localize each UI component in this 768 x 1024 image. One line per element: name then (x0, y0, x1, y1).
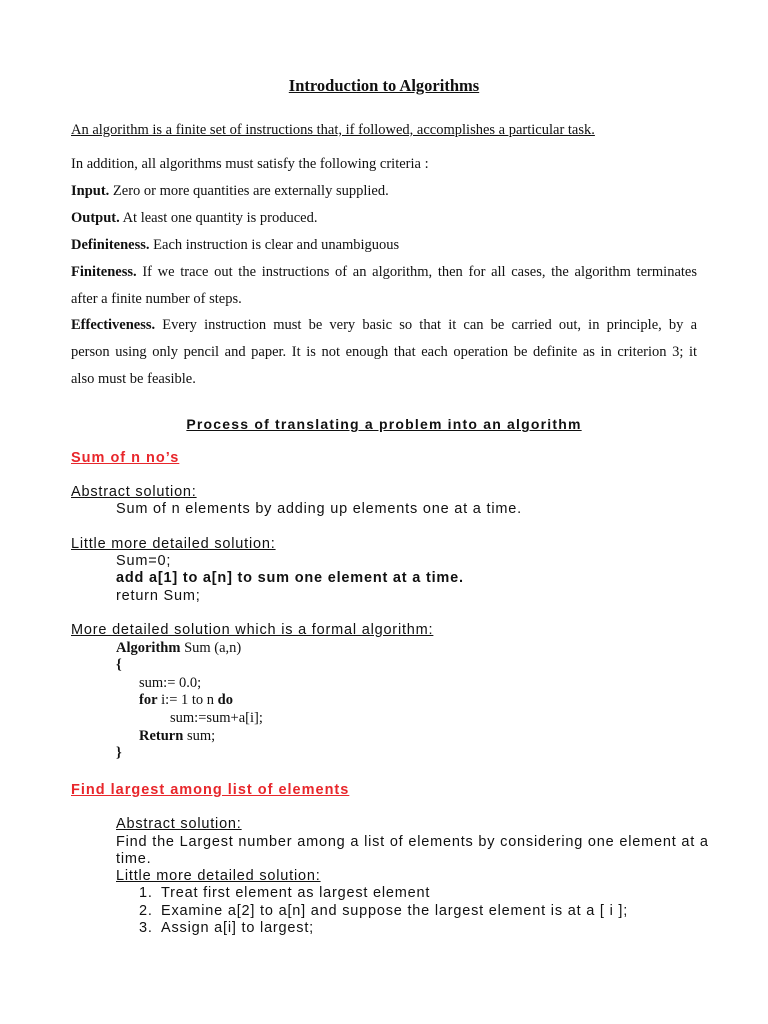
criterion-label: Input. (71, 183, 110, 199)
abstract-label: Abstract solution: (71, 484, 197, 500)
little-line-bold: add a[1] to a[n] to sum one element at a time. (116, 570, 464, 586)
keyword: Return (139, 728, 184, 744)
algo-line: sum:= 0.0; (139, 675, 202, 691)
keyword: for (139, 692, 158, 708)
list-number: 1. (139, 885, 153, 901)
list-text: Examine a[2] to a[n] and suppose the largest element is at a [ i ]; (161, 903, 629, 919)
criterion-label: Definiteness. (71, 237, 150, 253)
criterion-label: Output. (71, 210, 120, 226)
signature-text: Sum (a,n) (180, 640, 242, 656)
abstract-text: Find the Largest number among a list of elements by considering one element at a (116, 834, 709, 850)
little-line: Sum=0; (116, 553, 172, 569)
list-item (139, 885, 431, 901)
algo-return-line (139, 728, 215, 745)
page-title: Introduction to Algorithms (288, 76, 480, 95)
list-number: 3. (139, 920, 153, 936)
algo-for-line (139, 692, 233, 709)
open-brace: { (116, 657, 122, 673)
criterion-effectiveness-cont: person using only pencil and paper. It is not enough that each operation be definite as in criterion 3; it (71, 344, 697, 360)
abstract-text: Sum of n elements by adding up elements one at a time. (116, 501, 522, 517)
criterion-label: Finiteness. (71, 264, 137, 280)
list-text: Treat first element as largest element (161, 885, 431, 901)
criterion-label: Effectiveness. (71, 317, 156, 333)
process-heading: Process of translating a problem into an algorithm (186, 416, 582, 432)
criterion-definiteness (71, 237, 399, 254)
criterion-effectiveness (71, 317, 697, 334)
little-label: Little more detailed solution: (71, 536, 276, 552)
algo-line: sum:=sum+a[i]; (170, 710, 263, 726)
list-item (139, 920, 314, 936)
little-label: Little more detailed solution: (116, 868, 321, 884)
criterion-finiteness (71, 264, 697, 281)
close-brace: } (116, 745, 122, 761)
formal-label: More detailed solution which is a formal algorithm: (71, 622, 434, 638)
example-sum-heading: Sum of n no’s (71, 450, 180, 466)
criterion-effectiveness-cont2: also must be feasible. (71, 371, 196, 387)
keyword: Algorithm (116, 640, 181, 656)
little-line: return Sum; (116, 588, 201, 604)
criterion-finiteness-cont: after a finite number of steps. (71, 291, 242, 307)
criterion-input (71, 183, 389, 200)
criterion-output (71, 210, 318, 227)
abstract-label: Abstract solution: (116, 816, 242, 832)
list-number: 2. (139, 903, 153, 919)
algorithm-definition: An algorithm is a finite set of instructions that, if followed, accomplishes a particular task. (71, 122, 595, 138)
criterion-text: At least one quantity is produced. (119, 210, 318, 226)
for-text: i:= 1 to n (157, 692, 218, 708)
return-text: sum; (183, 728, 216, 744)
criterion-text: Zero or more quantities are externally supplied. (109, 183, 389, 199)
algorithm-signature (116, 640, 241, 657)
criterion-text: Each instruction is clear and unambiguous (149, 237, 400, 253)
abstract-text-cont: time. (116, 851, 152, 867)
list-text: Assign a[i] to largest; (161, 920, 314, 936)
list-item (139, 903, 629, 919)
criteria-intro: In addition, all algorithms must satisfy the following criteria : (71, 156, 429, 172)
criterion-text: If we trace out the instructions of an algorithm, then for all cases, the algorithm terminates (136, 264, 697, 280)
criterion-text: Every instruction must be very basic so that it can be carried out, in principle, by a (155, 317, 697, 333)
keyword: do (217, 692, 233, 708)
example-largest-heading: Find largest among list of elements (71, 782, 350, 798)
